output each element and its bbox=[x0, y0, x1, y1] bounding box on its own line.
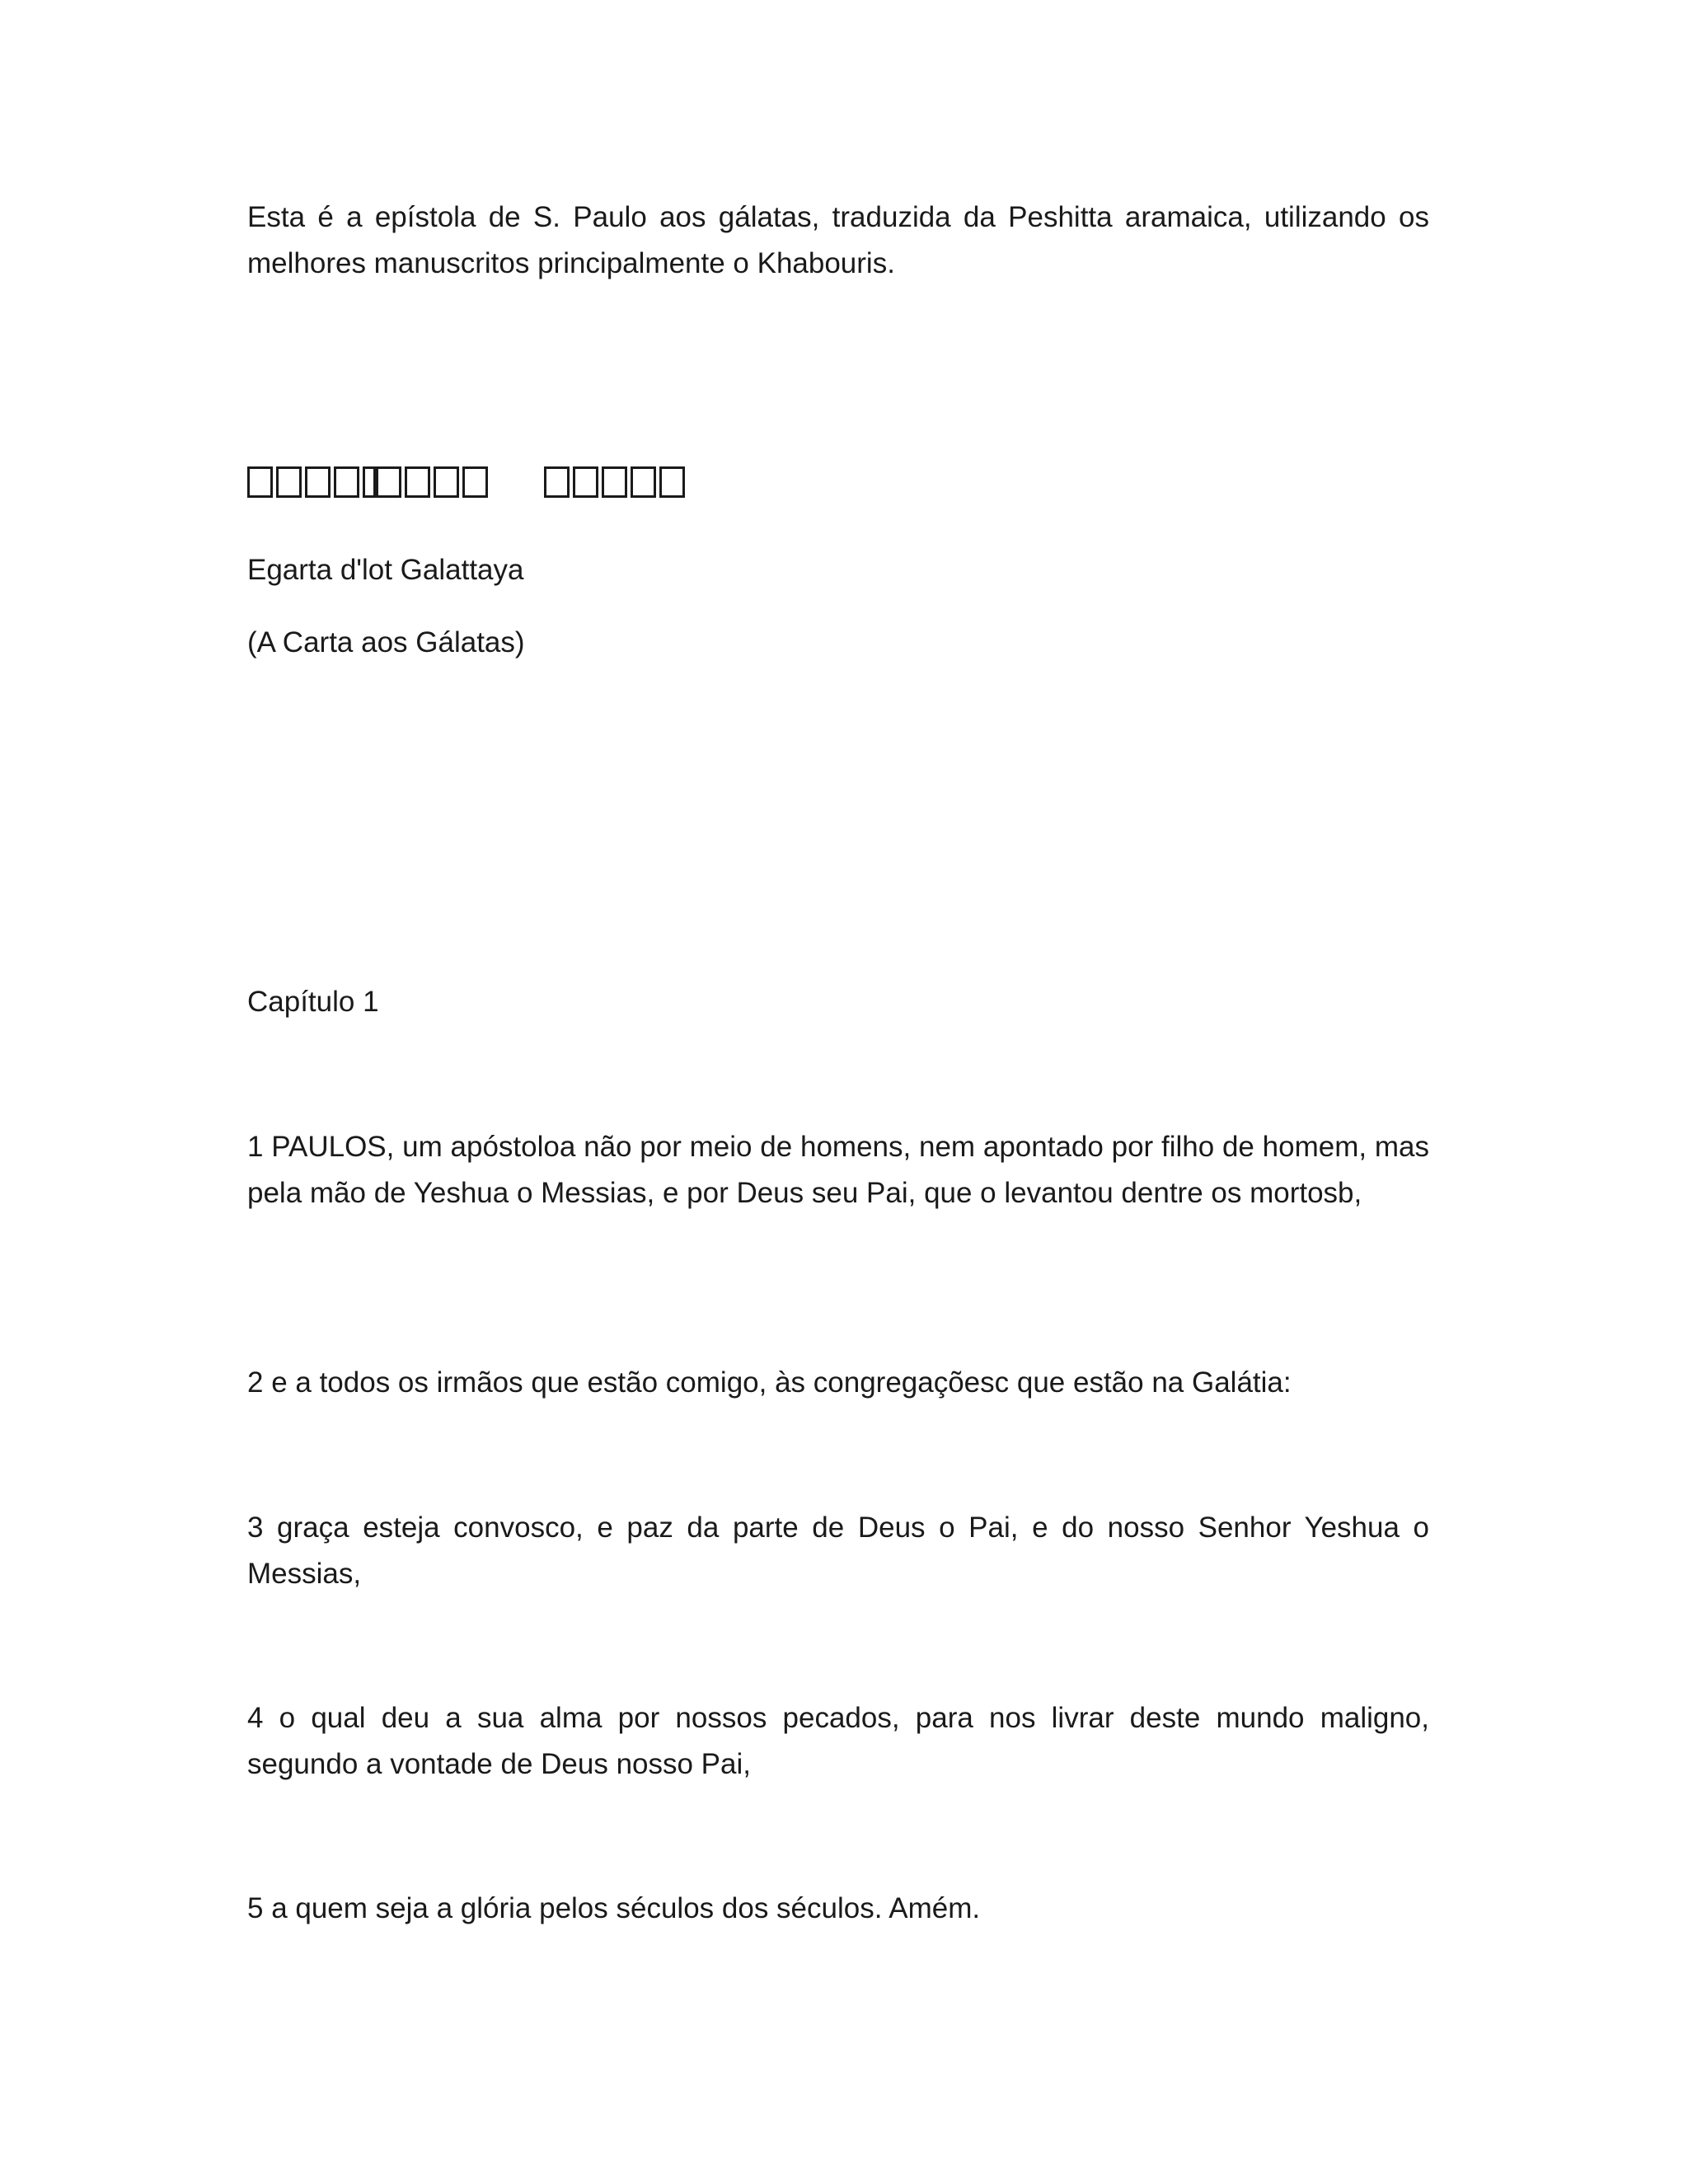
glyph-group-2 bbox=[363, 466, 491, 498]
missing-glyph-box bbox=[334, 466, 359, 498]
missing-glyph-box bbox=[434, 466, 459, 498]
missing-glyph-box bbox=[305, 466, 331, 498]
missing-glyph-box bbox=[462, 466, 488, 498]
missing-glyph-box bbox=[544, 466, 570, 498]
verse-4: 4 o qual deu a sua alma por nossos pecados, para nos livrar deste mundo maligno, segundo a vontade de Deus nosso Pai, bbox=[247, 1702, 1429, 1780]
title-transliteration: Egarta d'lot Galattaya bbox=[247, 554, 524, 586]
missing-glyph-box bbox=[659, 466, 685, 498]
missing-glyph-box bbox=[247, 466, 273, 498]
missing-glyph-box bbox=[405, 466, 430, 498]
missing-glyph-box bbox=[376, 466, 401, 498]
missing-glyph-box bbox=[631, 466, 656, 498]
verse-1: 1 PAULOS, um apóstoloa não por meio de homens, nem apontado por filho de homem, mas pela mão de Yeshua o Messias, e por Deus seu Pai, que o levantou dentre os mortosb, bbox=[247, 1131, 1429, 1209]
intro-paragraph: Esta é a epístola de S. Paulo aos gálatas, traduzida da Peshitta aramaica, utilizando os melhores manuscritos principalmente o Khabouris. bbox=[247, 201, 1429, 279]
aramaic-title-missing-glyphs bbox=[247, 457, 688, 507]
chapter-heading: Capítulo 1 bbox=[247, 986, 379, 1018]
title-translation: (A Carta aos Gálatas) bbox=[247, 626, 525, 658]
glyph-group-1 bbox=[247, 466, 363, 498]
missing-glyph-box bbox=[276, 466, 302, 498]
verse-3: 3 graça esteja convosco, e paz da parte de Deus o Pai, e do nosso Senhor Yeshua o Messias, bbox=[247, 1511, 1429, 1590]
missing-glyph-box bbox=[602, 466, 627, 498]
glyph-group-3 bbox=[544, 466, 688, 498]
missing-glyph-box bbox=[363, 466, 376, 498]
verse-5: 5 a quem seja a glória pelos séculos dos séculos. Amém. bbox=[247, 1892, 981, 1924]
missing-glyph-box bbox=[573, 466, 598, 498]
verse-2: 2 e a todos os irmãos que estão comigo, às congregaçõesc que estão na Galátia: bbox=[247, 1366, 1292, 1399]
